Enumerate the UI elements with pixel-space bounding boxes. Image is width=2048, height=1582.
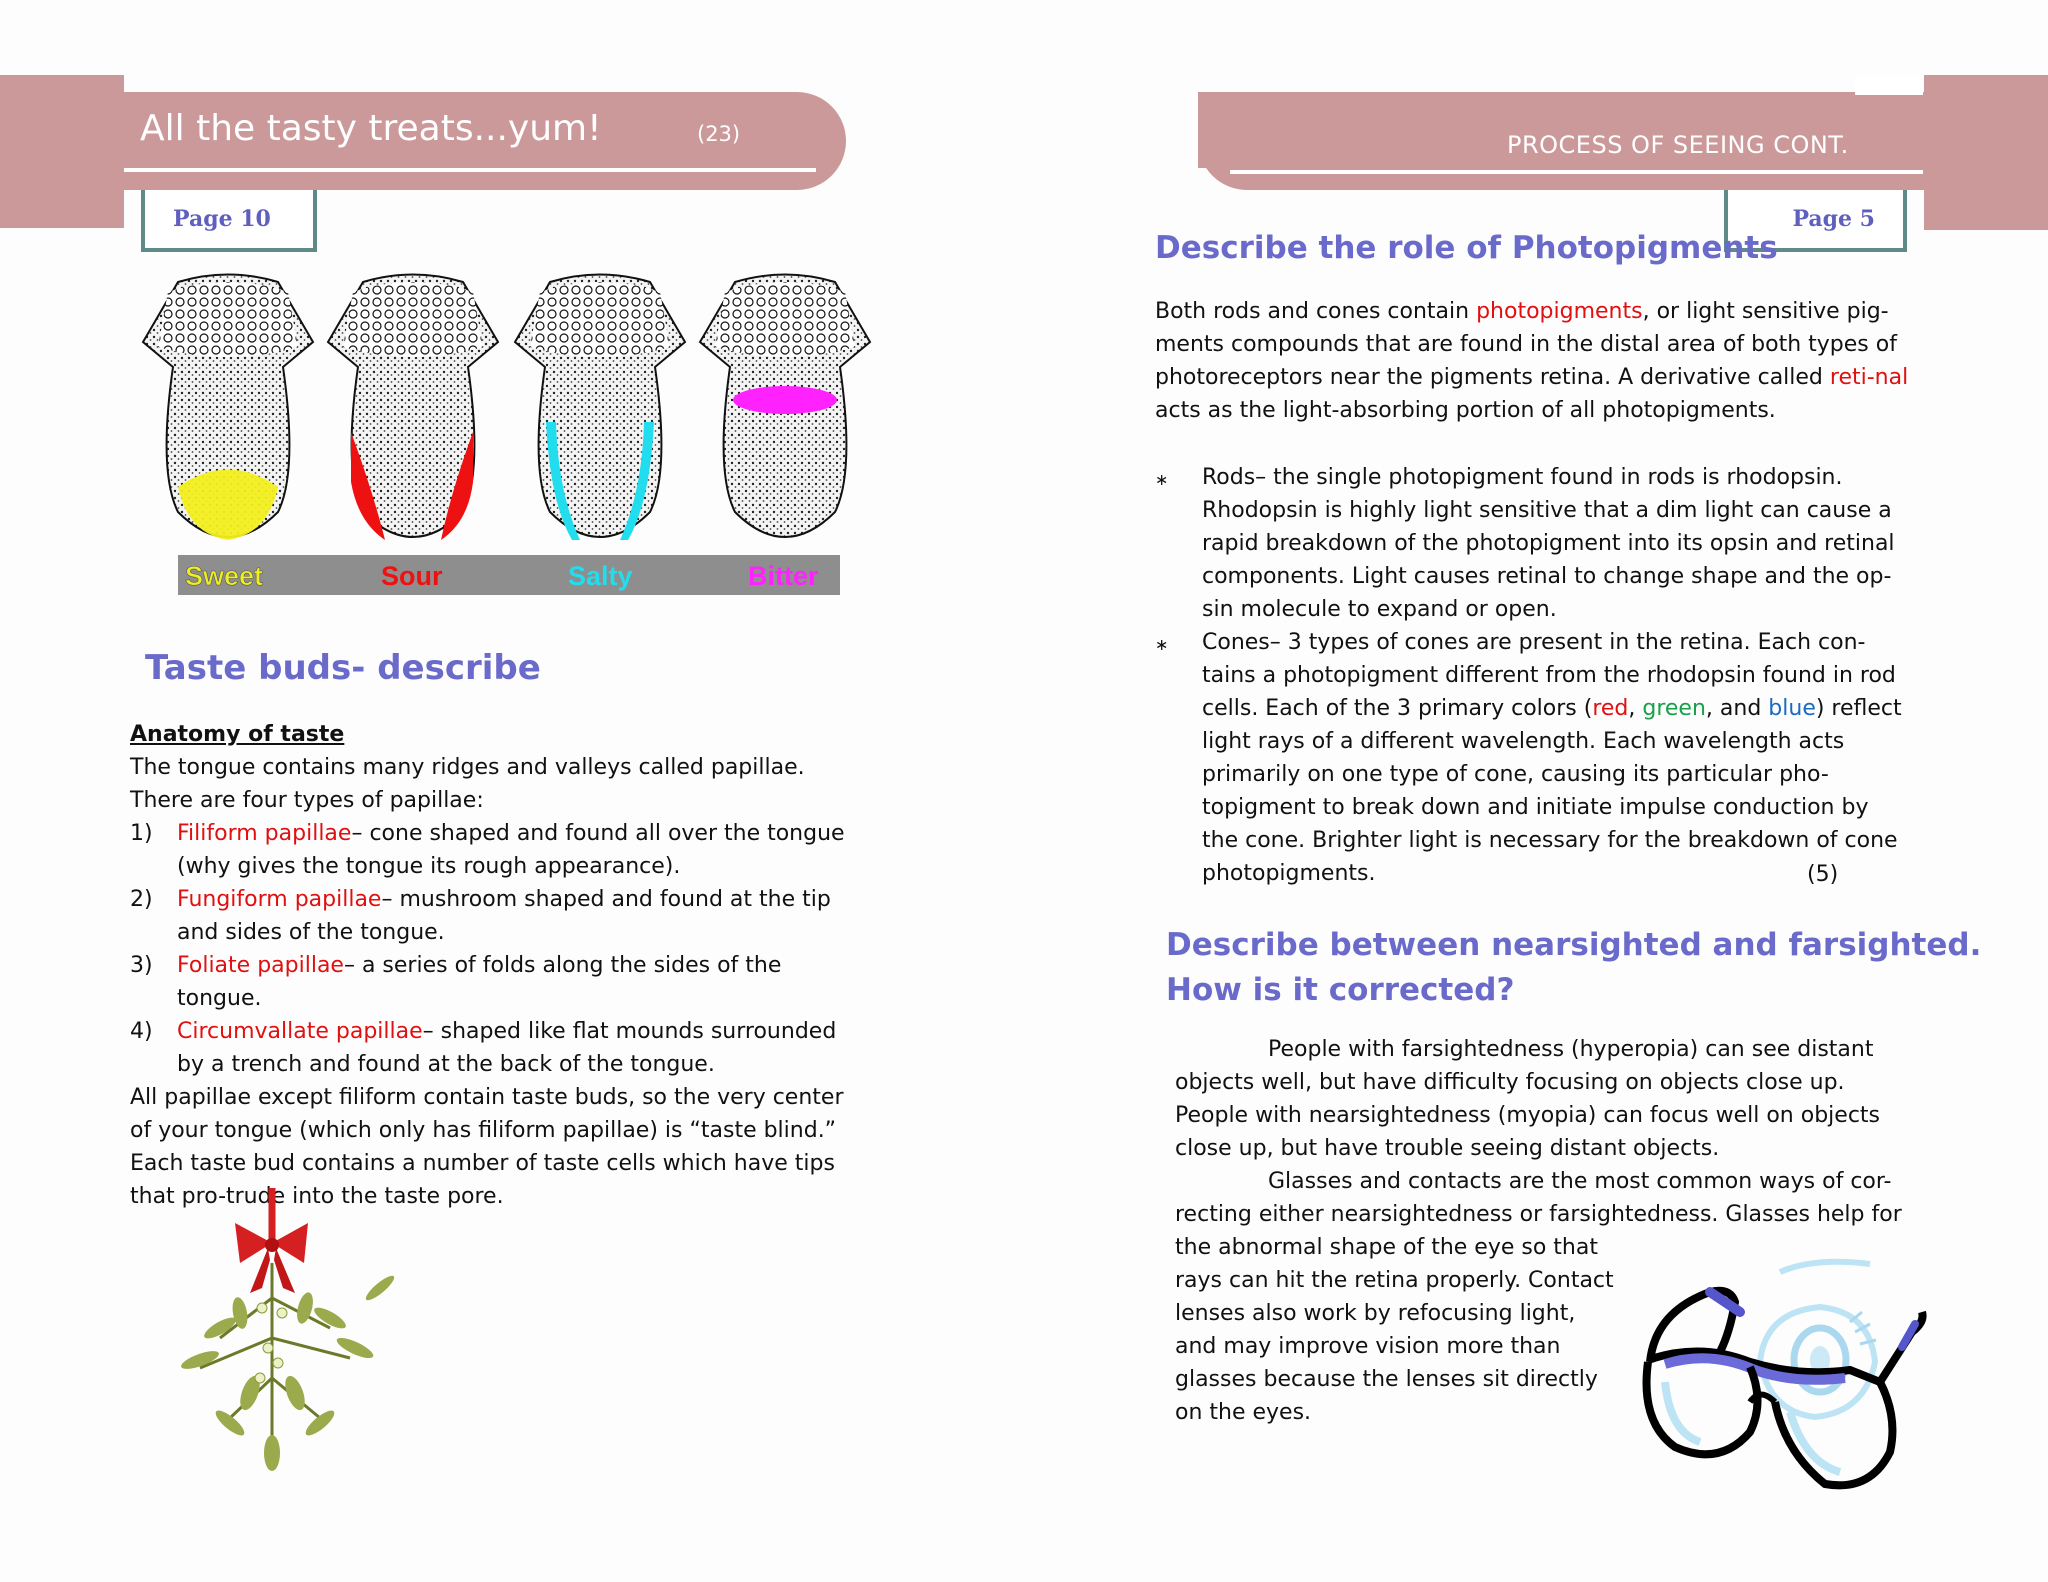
term-photopigments: photopigments	[1476, 299, 1643, 324]
para1-c: , or light sensitive pig-ments compounds that are found in the distal area of both types of photoreceptors near the pigments retina. A derivative called	[1155, 299, 1897, 390]
papillae-item-4	[130, 1015, 852, 1081]
label-salty: Salty	[568, 561, 633, 591]
papillae-item-1	[130, 817, 852, 883]
color-blue: blue	[1768, 696, 1816, 721]
label-sour: Sour	[381, 561, 443, 591]
photoreceptor-list	[1155, 461, 1909, 890]
right-banner-title: PROCESS OF SEEING CONT.	[1507, 131, 1849, 159]
label-bitter: Bitter	[748, 561, 819, 591]
left-banner-stub	[0, 75, 124, 228]
papillae-closing: All papillae except filiform contain taste buds, so the very center of your tongue (which only has filiform papillae) is “taste blind.” Each taste bud contains a number of taste cells which have tips that pro-trude into the taste pore.	[130, 1085, 844, 1209]
papillae-number: 4)	[130, 1019, 153, 1044]
photopigments-paragraph	[1155, 295, 1909, 427]
bullet-icon: ∗	[1155, 635, 1169, 654]
cones-sep-1: ,	[1628, 696, 1643, 721]
right-banner-rule	[1230, 170, 1923, 174]
left-banner-number: (23)	[697, 122, 741, 146]
bullet-icon: ∗	[1155, 470, 1169, 489]
papillae-desc: – mushroom shaped and found at the tip and sides of the tongue.	[177, 887, 831, 945]
para1-a: Both rods and cones contain	[1155, 299, 1477, 324]
papillae-term: Circumvallate papillae	[177, 1019, 423, 1044]
cones-points: (5)	[1807, 862, 1839, 887]
correction-paragraph-narrow: the abnormal shape of the eye so that rays can hit the retina properly. Contact lenses also work by refocusing light, and may improve vision more than glasses because the lenses sit directly on the eyes.	[1175, 1235, 1614, 1425]
rods-text: Rods– the single photopigment found in rods is rhodopsin. Rhodopsin is highly light sensitive that a dim light can cause a rapid breakdown of the photopigment into its opsin and retinal components. Light causes retinal to change shape and the op-sin molecule to expand or open.	[1202, 465, 1895, 622]
papillae-term: Fungiform papillae	[177, 887, 382, 912]
correction-paragraph-wide: Glasses and contacts are the most common ways of cor-recting either nearsightedness or farsightedness. Glasses help for	[1175, 1169, 1902, 1227]
bullet-rods	[1155, 461, 1909, 626]
color-green: green	[1642, 696, 1706, 721]
photopigments-heading: Describe the role of Photopigments	[1155, 230, 1778, 266]
tongue-sweet	[143, 275, 313, 541]
right-banner-corner	[1855, 75, 1923, 95]
papillae-desc: – cone shaped and found all over the tongue (why gives the tongue its rough appearance).	[177, 821, 845, 879]
papillae-intro: The tongue contains many ridges and valleys called papillae. There are four types of papillae:	[130, 755, 805, 813]
anatomy-subheading: Anatomy of taste	[130, 722, 345, 747]
taste-buds-heading: Taste buds- describe	[145, 648, 541, 688]
tongue-bitter	[700, 275, 870, 538]
papillae-term: Filiform papillae	[177, 821, 352, 846]
term-retinal: reti-nal	[1829, 365, 1909, 390]
cones-sep-2: , and	[1705, 696, 1769, 721]
papillae-item-2	[130, 883, 852, 949]
papillae-number: 1)	[130, 821, 153, 846]
left-banner-title: All the tasty treats...yum!	[140, 108, 602, 149]
vision-heading-line-1: Describe between nearsighted and farsighted.	[1166, 927, 1982, 963]
right-banner-notch	[1198, 92, 1258, 168]
left-page-tab	[141, 190, 317, 252]
right-page-number: Page 5	[1792, 206, 1875, 232]
papillae-desc: – a series of folds along the sides of the tongue.	[177, 953, 782, 1011]
tongue-salty	[515, 275, 685, 541]
bullet-cones	[1155, 626, 1909, 890]
papillae-desc: – shaped like flat mounds surrounded by a trench and found at the back of the tongue.	[177, 1019, 837, 1077]
papillae-term: Foliate papillae	[177, 953, 344, 978]
papillae-number: 2)	[130, 887, 153, 912]
tongue-sour	[328, 275, 498, 541]
vision-paragraph: People with farsightedness (hyperopia) can see distant objects well, but have difficulty focusing on objects close up. People with nearsightedness (myopia) can focus well on objects close up, but have trouble seeing distant objects.	[1175, 1037, 1880, 1161]
cones-text-b: ) reflect light rays of a different wavelength. Each wavelength acts primarily on one type of cone, causing its particular pho-topigment to break down and initiate impulse conduction by the cone. Brighter light is necessary for the breakdown of cone photopigments.	[1202, 696, 1902, 886]
color-red: red	[1592, 696, 1629, 721]
para1-e: acts as the light-absorbing portion of all photopigments.	[1155, 398, 1776, 423]
label-sweet: Sweet	[185, 561, 264, 591]
mistletoe-illustration	[180, 1188, 400, 1478]
papillae-item-3	[130, 949, 852, 1015]
left-banner-rule	[124, 168, 816, 172]
cones-text-a: Cones– 3 types of cones are present in the retina. Each con-tains a photopigment different from the rhodopsin found in rod cells. Each of the 3 primary colors (	[1202, 630, 1896, 721]
vision-heading-line-2: How is it corrected?	[1166, 972, 1515, 1008]
tongue-taste-map-illustration	[138, 272, 872, 597]
left-body	[130, 718, 852, 1213]
right-banner-stub	[1924, 75, 2048, 230]
papillae-number: 3)	[130, 953, 153, 978]
left-page-number: Page 10	[173, 206, 271, 232]
eyeglasses-illustration	[1640, 1252, 1930, 1492]
